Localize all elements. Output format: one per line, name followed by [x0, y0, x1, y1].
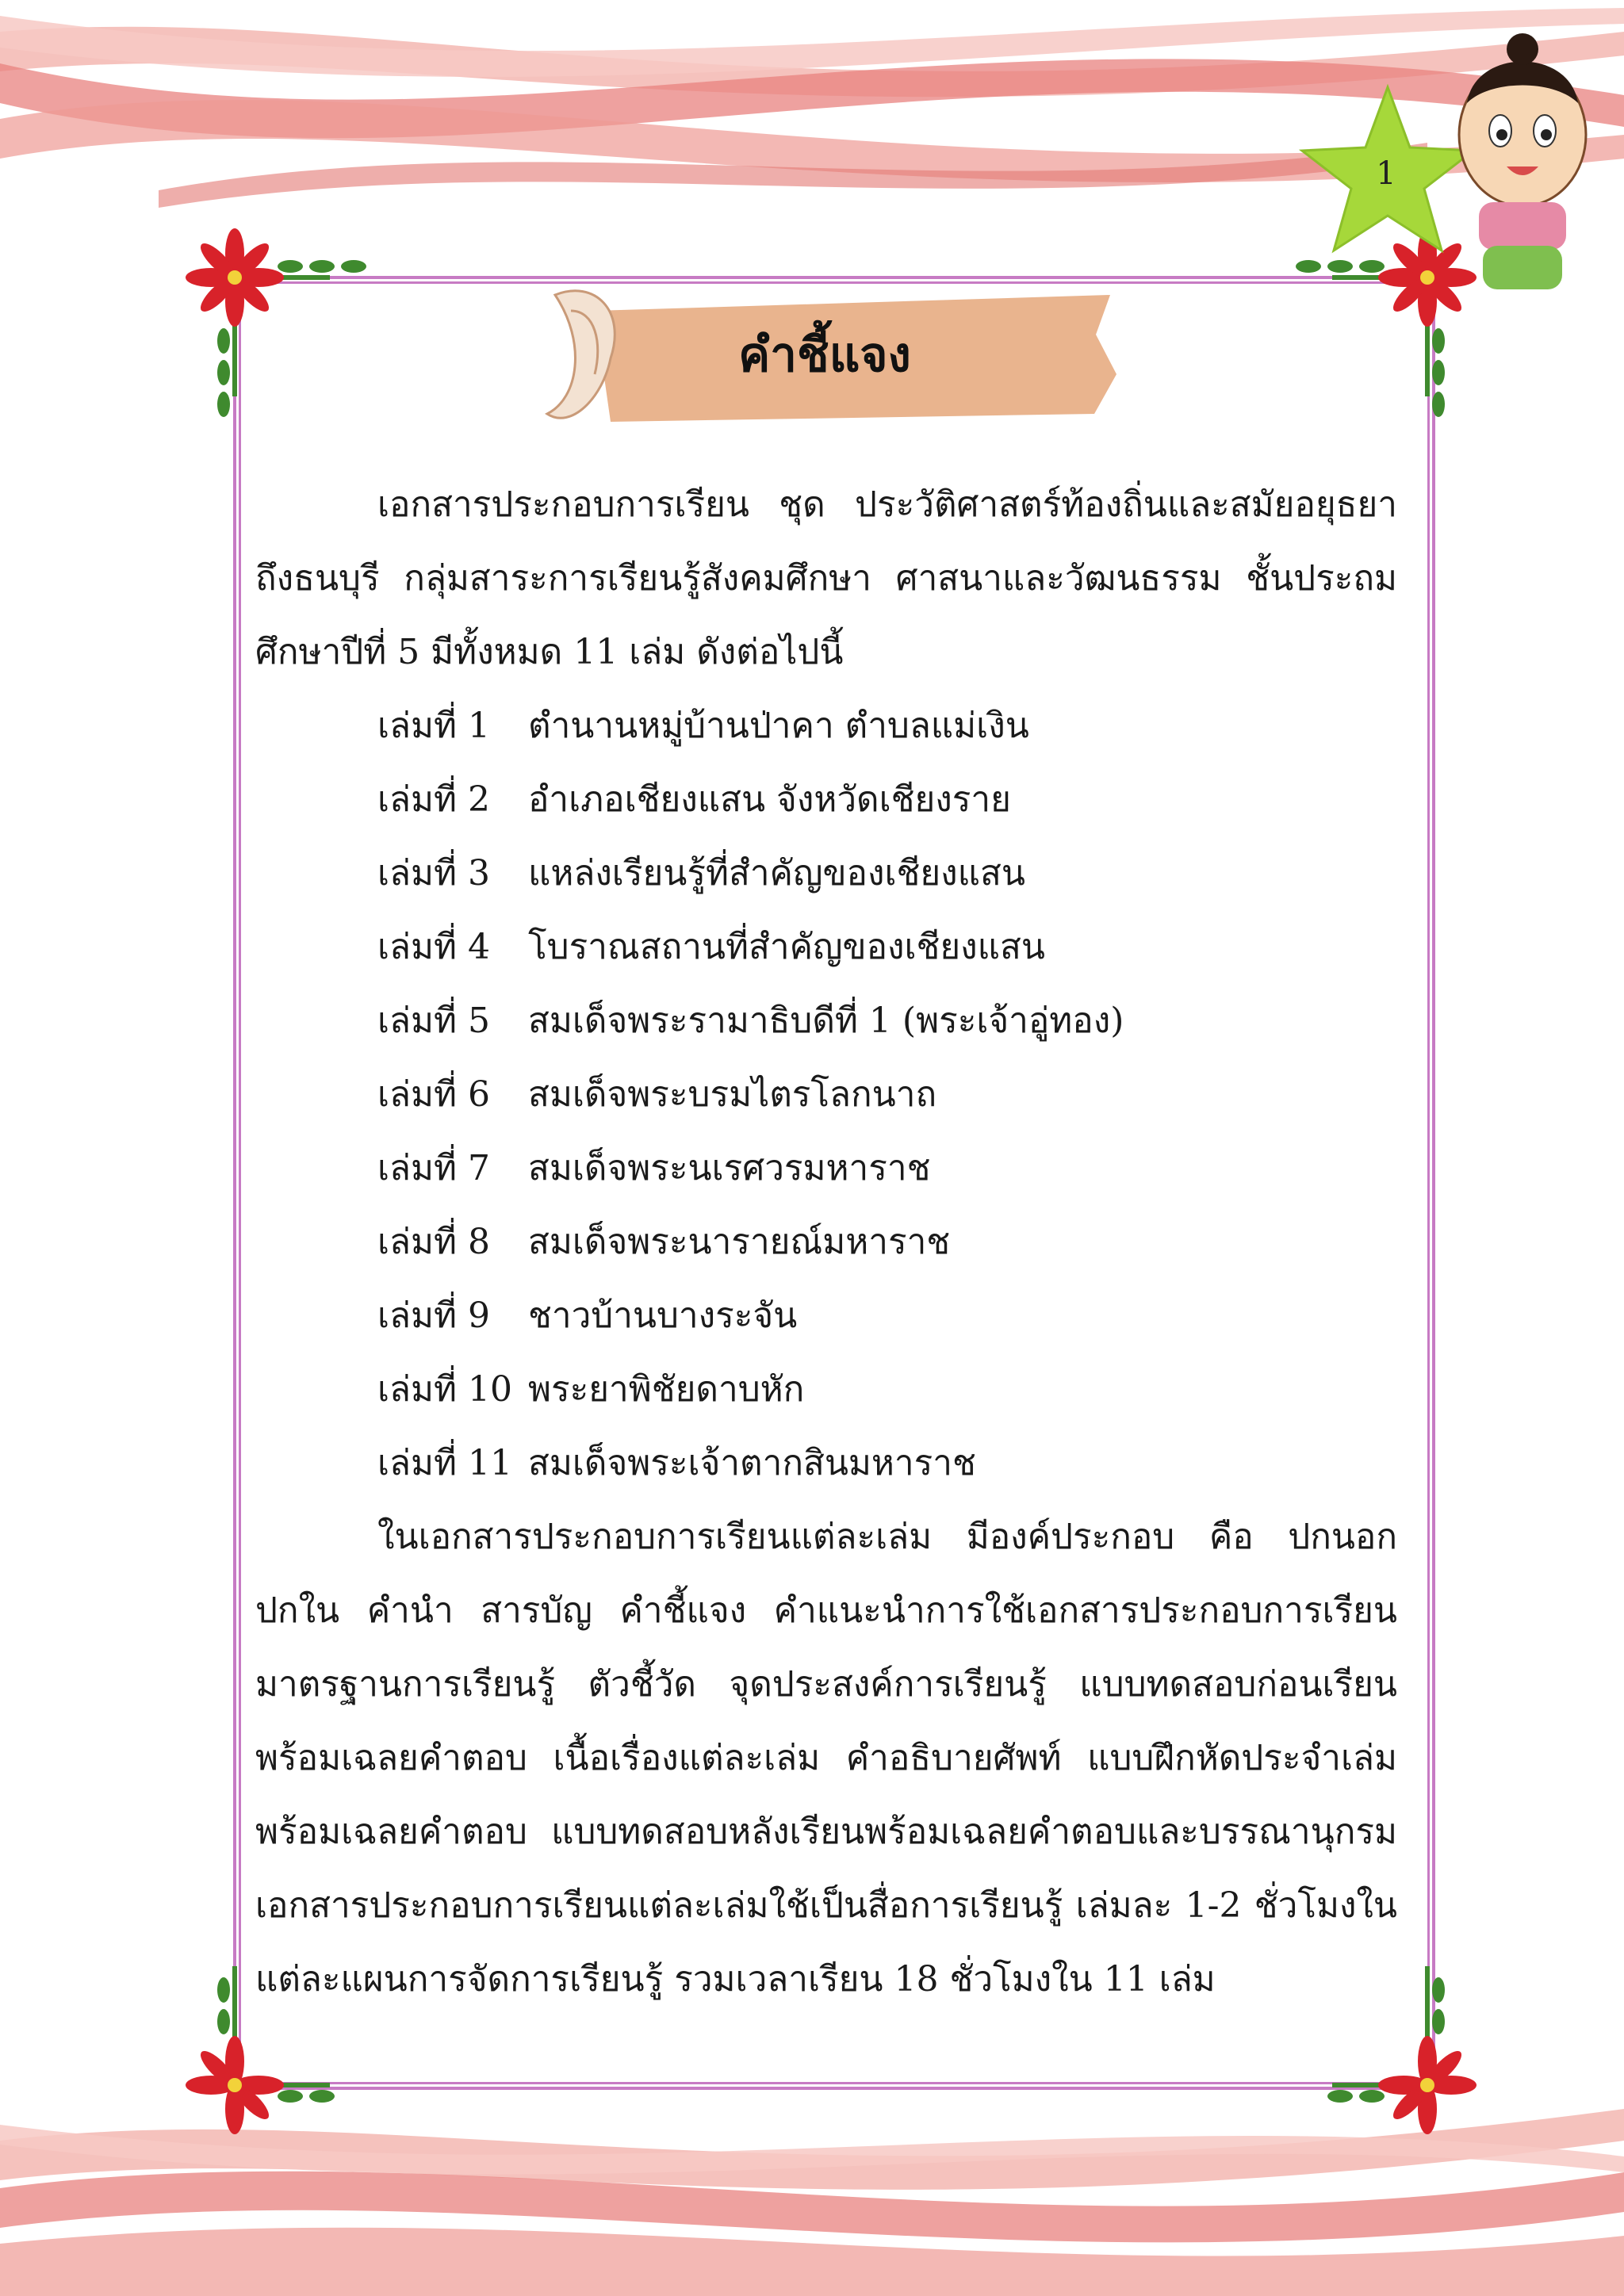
volume-title: โบราณสถานที่สำคัญของเชียงแสน: [528, 927, 1045, 967]
list-item: [255, 689, 1397, 763]
volume-label: เล่มที่ 1: [377, 706, 490, 746]
volume-label: เล่มที่ 2: [377, 779, 490, 820]
volume-title: สมเด็จพระเจ้าตากสินมหาราช: [528, 1443, 976, 1483]
volume-label: เล่มที่ 5: [377, 1001, 490, 1041]
volume-title: อำเภอเชียงแสน จังหวัดเชียงราย: [528, 779, 1011, 820]
intro-paragraph: เอกสารประกอบการเรียน ชุด ประวัติศาสตร์ท้องถิ่นและสมัยอยุธยาถึงธนบุรี กลุ่มสาระการเรียนรู้สังคมศึกษา ศาสนาและวัฒนธรรม ชั้นประถมศึกษาปีที่ 5 มีทั้งหมด 11 เล่ม ดังต่อไปนี้: [255, 484, 1397, 672]
title-banner: [523, 279, 1126, 438]
list-item: [255, 910, 1397, 984]
list-item: [255, 1279, 1397, 1353]
volume-label: เล่มที่ 11: [377, 1443, 512, 1483]
details-paragraph: ในเอกสารประกอบการเรียนแต่ละเล่ม มีองค์ประกอบ คือ ปกนอก ปกใน คำนำ สารบัญ คำชี้แจง คำแนะนำการใช้เอกสารประกอบการเรียน มาตรฐานการเรียนรู้ ตัวชี้วัด จุดประสงค์การเรียนรู้ แบบทดสอบก่อนเรียนพร้อมเฉลยคำตอบ เนื้อเรื่องแต่ละเล่ม คำอธิบายศัพท์ แบบฝึกหัดประจำเล่มพร้อมเฉลยคำตอบ แบบทดสอบหลังเรียนพร้อมเฉลยคำตอบและบรรณานุกรม เอกสารประกอบการเรียนแต่ละเล่มใช้เป็นสื่อการเรียนรู้ เล่มละ 1-2 ชั่วโมงในแต่ละแผนการจัดการเรียนรู้ รวมเวลาเรียน 18 ชั่วโมงใน 11 เล่ม: [255, 1517, 1397, 1999]
page-title: คำชี้แจง: [738, 327, 911, 383]
list-item: [255, 1426, 1397, 1500]
volume-label: เล่มที่ 10: [377, 1369, 512, 1410]
volume-label: เล่มที่ 7: [377, 1148, 490, 1188]
list-item: [255, 763, 1397, 836]
page-number: 1: [1376, 155, 1396, 192]
volume-label: เล่มที่ 9: [377, 1295, 490, 1336]
volume-title: สมเด็จพระรามาธิบดีที่ 1 (พระเจ้าอู่ทอง): [528, 1001, 1124, 1041]
volume-title: แหล่งเรียนรู้ที่สำคัญของเชียงแสน: [528, 853, 1025, 894]
volume-title: สมเด็จพระบรมไตรโลกนาถ: [528, 1074, 937, 1115]
list-item: [255, 1058, 1397, 1131]
list-item: [255, 1353, 1397, 1426]
list-item: [255, 1205, 1397, 1279]
volume-label: เล่มที่ 8: [377, 1222, 490, 1262]
volume-title: สมเด็จพระนารายณ์มหาราช: [528, 1222, 951, 1262]
volume-title: ตำนานหมู่บ้านป่าคา ตำบลแม่เงิน: [528, 706, 1029, 746]
content-body: [255, 468, 1397, 2016]
volume-label: เล่มที่ 3: [377, 853, 490, 894]
list-item: [255, 1131, 1397, 1205]
list-item: [255, 836, 1397, 910]
volume-title: สมเด็จพระนเรศวรมหาราช: [528, 1148, 931, 1188]
list-item: [255, 984, 1397, 1058]
volume-list: [255, 689, 1397, 1500]
volume-label: เล่มที่ 6: [377, 1074, 490, 1115]
volume-title: ชาวบ้านบางระจัน: [528, 1295, 798, 1336]
volume-title: พระยาพิชัยดาบหัก: [528, 1369, 805, 1410]
volume-label: เล่มที่ 4: [377, 927, 490, 967]
